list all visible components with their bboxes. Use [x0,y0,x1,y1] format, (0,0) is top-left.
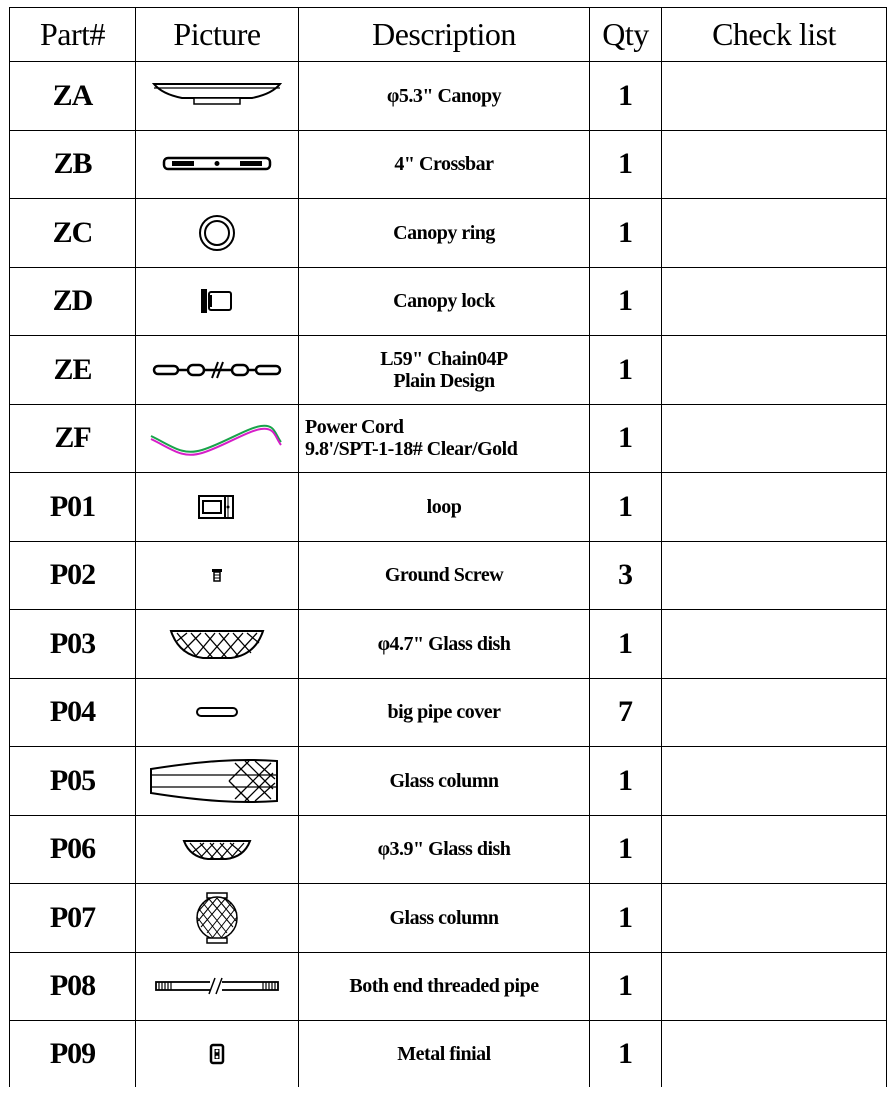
canopy-lock-icon [199,286,235,316]
table-row [10,541,887,610]
power-cord-icon [147,416,287,460]
part-number: P09 [10,1021,136,1088]
check-box[interactable] [662,1021,887,1088]
table-row [10,952,887,1021]
table-row [10,336,887,405]
quantity: 1 [590,952,662,1021]
header-part: Part# [10,8,136,62]
table-row [10,884,887,953]
description-cell [299,404,590,473]
quantity: 1 [590,473,662,542]
header-picture: Picture [136,8,299,62]
part-number: P06 [10,815,136,884]
glass-dish-large-icon [169,627,265,661]
quantity: 1 [590,815,662,884]
description: loop [426,495,462,518]
description-line-2: 9.8'/SPT-1-18# Clear/Gold [305,438,518,461]
description-cell [299,336,590,405]
description: 4" Crossbar [394,153,494,176]
quantity: 1 [590,267,662,336]
part-number: ZE [10,336,136,405]
table-row [10,610,887,679]
loop-icon [197,493,237,521]
part-number: ZF [10,404,136,473]
header-description: Description [299,8,590,62]
description-cell [299,747,590,816]
description: L59" Chain04P [380,347,508,370]
description-cell [299,541,590,610]
description-cell [299,62,590,131]
description: Canopy ring [393,221,495,244]
part-number: P02 [10,541,136,610]
canopy-ring-icon [197,213,237,253]
quantity: 1 [590,130,662,199]
part-number: ZC [10,199,136,268]
description-cell [299,1021,590,1088]
ground-screw-icon [210,567,224,583]
part-number: ZD [10,267,136,336]
description-cell [299,267,590,336]
canopy-icon [152,76,282,116]
description: Canopy lock [393,290,495,313]
description: Both end threaded pipe [349,975,539,998]
part-number: ZA [10,62,136,131]
check-box[interactable] [662,884,887,953]
quantity: 1 [590,336,662,405]
picture-cell [136,404,299,473]
quantity: 3 [590,541,662,610]
description: Metal finial [397,1043,491,1065]
check-box[interactable] [662,199,887,268]
quantity: 1 [590,610,662,679]
table-row [10,815,887,884]
picture-cell [136,884,299,953]
parts-table [9,7,887,1087]
part-number: P04 [10,678,136,747]
description: big pipe cover [387,701,501,724]
table-row [10,404,887,473]
description: φ3.9" Glass dish [377,838,511,861]
picture-cell [136,952,299,1021]
check-box[interactable] [662,336,887,405]
glass-column-long-icon [149,755,285,807]
description-cell [299,678,590,747]
description-cell [299,884,590,953]
crossbar-icon [162,153,272,175]
description-cell [299,199,590,268]
header-row [10,8,887,62]
check-box[interactable] [662,473,887,542]
quantity: 1 [590,884,662,953]
quantity: 7 [590,678,662,747]
description-cell [299,815,590,884]
glass-dish-small-icon [182,837,252,861]
check-box[interactable] [662,130,887,199]
description-cell [299,473,590,542]
picture-cell [136,336,299,405]
description: Glass column [389,769,499,792]
picture-cell [136,199,299,268]
check-box[interactable] [662,747,887,816]
description-line-2: Plain Design [393,369,495,392]
quantity: 1 [590,62,662,131]
metal-finial-icon [209,1043,225,1065]
part-number: ZB [10,130,136,199]
check-box[interactable] [662,267,887,336]
check-box[interactable] [662,678,887,747]
part-number: P08 [10,952,136,1021]
picture-cell [136,815,299,884]
picture-cell [136,541,299,610]
table-row [10,267,887,336]
check-box[interactable] [662,62,887,131]
table-row [10,473,887,542]
chain-icon [152,358,282,382]
pipe-cover-icon [195,705,239,719]
description: Power Cord [305,416,404,439]
picture-cell [136,62,299,131]
table-row [10,199,887,268]
part-number: P03 [10,610,136,679]
picture-cell [136,1021,299,1088]
picture-cell [136,610,299,679]
part-number: P07 [10,884,136,953]
description: Glass column [389,906,499,929]
check-box[interactable] [662,815,887,884]
description: φ5.3" Canopy [386,84,502,107]
picture-cell [136,473,299,542]
description: Ground Screw [384,564,504,587]
check-box[interactable] [662,610,887,679]
quantity: 1 [590,404,662,473]
picture-cell [136,678,299,747]
picture-cell [136,267,299,336]
description-cell [299,952,590,1021]
table-row [10,1021,887,1088]
description-cell [299,130,590,199]
quantity: 1 [590,199,662,268]
table-row [10,747,887,816]
quantity: 1 [590,747,662,816]
picture-cell [136,747,299,816]
check-box[interactable] [662,404,887,473]
table-row [10,678,887,747]
check-box[interactable] [662,952,887,1021]
threaded-pipe-icon [154,976,280,996]
part-number: P01 [10,473,136,542]
picture-cell [136,130,299,199]
table-row [10,62,887,131]
parts-checklist [9,7,887,1087]
description: φ4.7" Glass dish [377,632,511,655]
part-number: P05 [10,747,136,816]
check-box[interactable] [662,541,887,610]
glass-column-round-icon [195,891,239,945]
header-qty: Qty [590,8,662,62]
table-row [10,130,887,199]
header-check-list: Check list [662,8,887,62]
quantity: 1 [590,1021,662,1088]
description-cell [299,610,590,679]
